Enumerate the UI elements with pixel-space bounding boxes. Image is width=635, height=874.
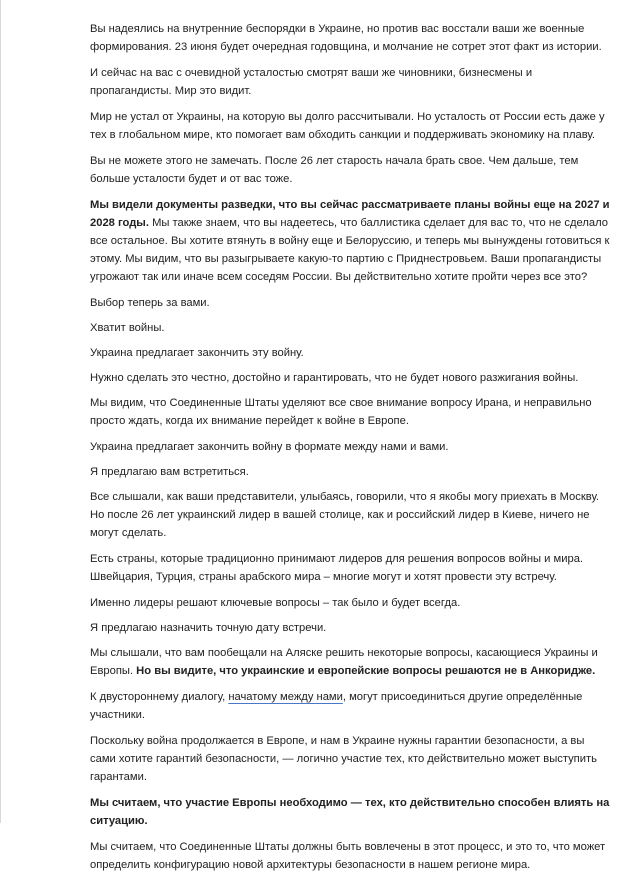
paragraph-8: Украина предлагает закончить эту войну.: [90, 347, 304, 359]
paragraph-16: Я предлагаю назначить точную дату встречи.: [90, 622, 327, 634]
paragraph-18-text: К двустороннему диалогу,: [90, 691, 229, 703]
commented-text[interactable]: начатому между нами: [228, 691, 343, 703]
paragraph-9: Нужно сделать это честно, достойно и гарантировать, что не будет нового разжигания войны.: [90, 372, 579, 384]
page-left-edge: [0, 0, 1, 823]
paragraph-10: Мы видим, что Соединенные Штаты уделяют все свое внимание вопросу Ирана, и неправильно просто ждать, когда их внимание перейдет к войне в Европе.: [90, 397, 592, 427]
paragraph-18: [90, 688, 610, 724]
document-body[interactable]: [90, 20, 610, 874]
paragraph-15: Именно лидеры решают ключевые вопросы – так было и будет всегда.: [90, 597, 461, 609]
paragraph-13: Все слышали, как ваши представители, улыбаясь, говорили, что я якобы могу приехать в Москву. Но после 26 лет украинский лидер в вашей столице, как и российский лидер в Киеве, ничего не могут сделать.: [90, 491, 600, 539]
paragraph-21: Мы считаем, что Соединенные Штаты должны быть вовлечены в этот процесс, и это то, что может определить конфигурацию новой архитектуры безопасности в нашем регионе мира.: [90, 841, 606, 871]
paragraph-5-text: Мы также знаем, что вы надеетесь, что баллистика сделает для вас то, что не сделало все остальное. Вы хотите втянуть в войну еще и Белоруссию, и теперь мы вынуждены готовиться к этому. Мы видим, что вы разыгрываете какую-то партию с Приднестровьем. Ваши пропагандисты угрожают так или иначе всем соседям России. Вы действительно хотите пройти через все это?: [90, 217, 610, 283]
paragraph-17-bold: Но вы видите, что украинские и европейские вопросы решаются не в Анкоридже.: [136, 665, 596, 677]
paragraph-7: Хватит войны.: [90, 322, 165, 334]
paragraph-4: Вы не можете этого не замечать. После 26 лет старость начала брать свое. Чем дальше, тем больше усталости будет и от вас тоже.: [90, 155, 579, 185]
paragraph-14: Есть страны, которые традиционно принимают лидеров для решения вопросов войны и мира. Швейцария, Турция, страны арабского мира – многие могут и хотят провести эту встречу.: [90, 553, 584, 583]
paragraph-3: Мир не устал от Украины, на которую вы долго рассчитывали. Но усталость от России есть даже у тех в глобальном мире, кто помогает вам обходить санкции и поддерживать экономику на плаву.: [90, 111, 605, 141]
paragraph-5-bold: Мы видели документы разведки, что вы сейчас рассматриваете планы войны еще на 2027 и 2028 годы.: [90, 199, 610, 229]
paragraph-20-bold: Мы считаем, что участие Европы необходимо — тех, кто действительно способен влиять на ситуацию.: [90, 797, 610, 827]
paragraph-20: [90, 794, 610, 830]
paragraph-18-text-after: , могут присоединиться другие определённые участники.: [90, 691, 583, 721]
paragraph-6: Выбор теперь за вами.: [90, 297, 210, 309]
paragraph-2: И сейчас на вас с очевидной усталостью смотрят ваши же чиновники, бизнесмены и пропагандисты. Мир это видит.: [90, 67, 533, 97]
paragraph-17-text: Мы слышали, что вам пообещали на Аляске решить некоторые вопросы, касающиеся Украины и Европы.: [90, 647, 598, 677]
paragraph-5: [90, 196, 610, 286]
paragraph-11: Украина предлагает закончить войну в формате между нами и вами.: [90, 441, 449, 453]
paragraph-12: Я предлагаю вам встретиться.: [90, 466, 249, 478]
paragraph-19: Поскольку война продолжается в Европе, и нам в Украине нужны гарантии безопасности, а вы сами хотите гарантий безопасности, — логично участие тех, кто действительно может выступить гарантами.: [90, 735, 597, 783]
paragraph-1: Вы надеялись на внутренние беспорядки в Украине, но против вас восстали ваши же военные формирования. 23 июня будет очередная годовщина, и молчание не сотрет этот факт из истории.: [90, 23, 602, 53]
paragraph-17: [90, 644, 610, 680]
